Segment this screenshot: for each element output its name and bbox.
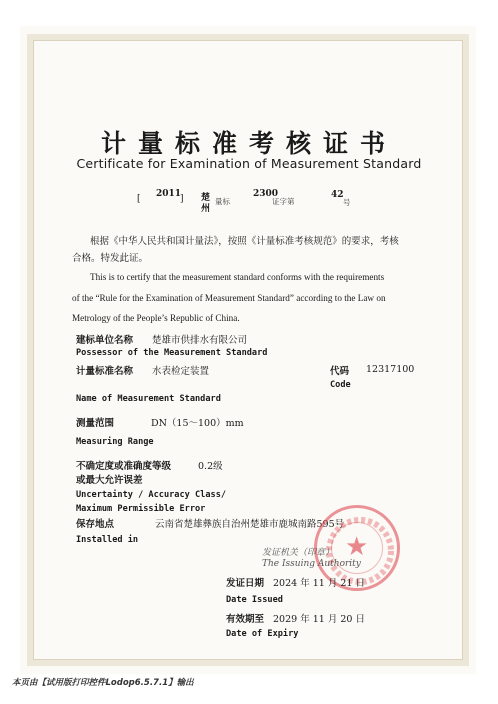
code-value: 12317100 [366,364,415,375]
number-seq: 42 [331,190,344,200]
statement-en-line-3: Metrology of the People’s Republic of China. [72,313,240,323]
standard-label-cn: 计量标准名称 [76,366,134,377]
uncertainty-label-cn-2: 或最大允许误差 [76,475,143,486]
number-code: 2300 [253,189,279,199]
location-label-en: Installed in [76,535,139,545]
issue-label-en: Date Issued [226,595,283,605]
standard-label-en: Name of Measurement Standard [76,394,221,404]
uncertainty-label-cn-1: 不确定度或准确度等级 [76,461,172,472]
possessor-label-cn: 建标单位名称 [76,335,134,346]
issue-label-cn: 发证日期 [226,578,265,589]
code-label-cn: 代码 [330,366,350,377]
code-label-en: Code [330,380,351,390]
number-close-bracket: ] [180,194,184,204]
number-region-2: 州 [201,204,211,214]
number-hao: 号 [343,198,351,207]
expiry-date: 2029 年 11 月 20 日 [273,614,365,625]
location-label-cn: 保存地点 [76,519,115,530]
expiry-label-cn: 有效期至 [226,614,265,625]
issue-date: 2024 年 11 月 21 日 [273,578,365,589]
range-label-cn: 测量范围 [76,418,115,429]
range-value: DN（15～100）mm [151,418,244,429]
uncertainty-value: 0.2级 [198,461,223,472]
statement-cn-line-1: 根据《中华人民共和国计量法》，按照《计量标准考核规范》的要求，考核 [90,236,399,247]
print-footer: 本页由【试用版打印控件Lodop6.5.7.1】输出 [12,678,194,688]
number-suffix: 证字第 [272,197,295,206]
issuer-cn: 发证机关（印章） [262,548,335,558]
expiry-label-en: Date of Expiry [226,629,299,639]
uncertainty-label-en-2: Maximum Permissible Error [76,504,206,514]
number-year: 2011 [156,189,182,199]
statement-en-line-1: This is to certify that the measurement standard conforms with the requirements [90,272,385,282]
uncertainty-label-en-1: Uncertainty / Accuracy Class/ [76,490,227,500]
statement-cn-line-2: 合格。特发此证。 [72,253,149,264]
number-open-bracket: [ [137,194,141,204]
number-type: 量标 [215,197,230,206]
seal-star-icon: ★ [345,532,369,562]
issuer-en: The Issuing Authority [262,559,361,569]
certificate-title-en: Certificate for Examination of Measurement Standard [76,156,422,171]
range-label-en: Measuring Range [76,437,154,447]
statement-en-line-2: of the “Rule for the Examination of Measurement Standard” according to the Law on [72,293,386,303]
location-value: 云南省楚雄彝族自治州楚雄市鹿城南路595号 [155,519,345,530]
possessor-label-en: Possessor of the Measurement Standard [76,348,268,358]
possessor-value: 楚雄市供排水有限公司 [152,335,248,346]
certificate-title-cn: 计量标准考核证书 [100,129,397,158]
standard-value: 水表检定装置 [152,366,210,377]
number-region: 楚 [201,193,211,203]
